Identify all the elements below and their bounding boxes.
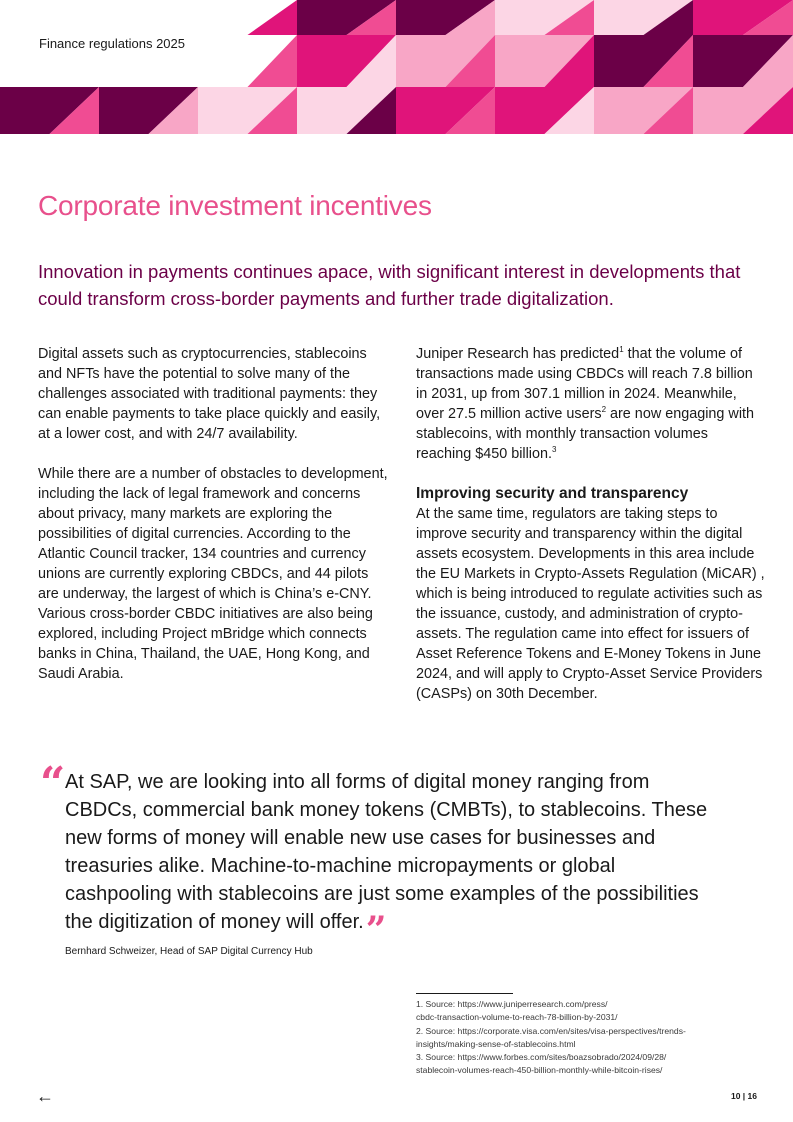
header-banner (0, 0, 793, 134)
footnote-divider (416, 993, 513, 994)
section-subheading: Improving security and transparency (416, 485, 689, 502)
quote-attribution: Bernhard Schweizer, Head of SAP Digital Currency Hub (65, 946, 313, 957)
footnote-ref-3[interactable]: 3 (552, 445, 557, 455)
text-span: that the volume of transactions made using CBDCs will reach 7.8 billion in 2031, up from 307.1 million in 2024. Meanwhile, over 27.5 million active users (416, 346, 753, 422)
footnote-line[interactable]: 2. Source: https://corporate.visa.com/en/sites/visa-perspectives/trends- (416, 1025, 686, 1036)
back-arrow-icon[interactable]: ← (36, 1086, 54, 1106)
body-paragraph: At the same time, regulators are taking steps to improve security and transparency within the digital assets ecosystem. Developments in this area include the EU Markets in Crypto-Assets Regulation (MiCAR) , which is being introduced to regulate activities such as the issuance, custody, and administration of crypto-assets. The regulation came into effect for issuers of Asset Reference Tokens and E-Money Tokens in June 2024, and will apply to Crypto-Asset Service Providers (CASPs) on 30th December. (416, 506, 765, 702)
footnote-line[interactable]: insights/making-sense-of-stablecoins.html (416, 1038, 576, 1049)
footnote-2[interactable] (416, 1025, 756, 1052)
close-quote-icon: ” (365, 909, 387, 951)
left-column (38, 344, 388, 704)
lead-paragraph: Innovation in payments continues apace, with significant interest in developments that could transform cross-border payments and further trade digitalization. (38, 261, 741, 309)
text-span: Juniper Research has predicted (416, 346, 620, 362)
open-quote-icon: “ (40, 758, 66, 809)
geometric-pattern-graphic (0, 0, 793, 134)
right-column (416, 344, 766, 724)
footnote-line[interactable]: 1. Source: https://www.juniperresearch.com/press/ (416, 999, 608, 1009)
quote-text (65, 768, 718, 951)
document-label: Finance regulations 2025 (39, 36, 185, 51)
intro-paragraph (416, 344, 766, 464)
page-number: 10 | 16 (730, 1091, 757, 1101)
footnote-line[interactable]: cbdc-transaction-volume-to-reach-78-billion-by-2031/ (416, 1012, 618, 1023)
footnote-line[interactable]: stablecoin-volumes-reach-450-billion-monthly-while-bitcoin-rises/ (416, 1065, 663, 1076)
text-span: are now engaging with stablecoins, with monthly transaction volumes reaching $450 billion. (416, 406, 755, 462)
pull-quote (38, 758, 718, 957)
quote-body: At SAP, we are looking into all forms of digital money ranging from CBDCs, commercial bank money tokens (CMBTs), to stablecoins. These new forms of money will enable new use cases for businesses and treasuries alike. Machine-to-machine micropayments or global cashpooling with stablecoins are just some examples of the possibilities the digitization of money will offer. (65, 771, 708, 933)
footnote-ref-2[interactable]: 2 (601, 405, 607, 415)
page-title: Corporate investment incentives (38, 190, 432, 221)
footnote-3[interactable] (416, 1051, 756, 1078)
footnote-1[interactable] (416, 998, 756, 1025)
body-paragraph: Digital assets such as cryptocurrencies, stablecoins and NFTs have the potential to solve many of the challenges associated with traditional payments: they can enable payments to take place quickly and easily, at a lower cost, and with 24/7 availability. (38, 346, 381, 442)
footnote-line[interactable]: 3. Source: https://www.forbes.com/sites/boazsobrado/2024/09/28/ (416, 1052, 667, 1063)
footnote-ref-1[interactable]: 1 (619, 345, 624, 355)
body-paragraph: While there are a number of obstacles to development, including the lack of legal framework and concerns about privacy, many markets are exploring the possibilities of digital currencies. According to the Atlantic Council tracker, 134 countries and currency unions are currently exploring CBDCs, and 44 pilots are underway, the largest of which is China’s e-CNY. Various cross-border CBDC initiatives are also being explored, including Project mBridge which connects banks in China, Thailand, the UAE, Hong Kong, and Saudi Arabia. (38, 466, 388, 682)
footnotes (416, 993, 756, 1078)
